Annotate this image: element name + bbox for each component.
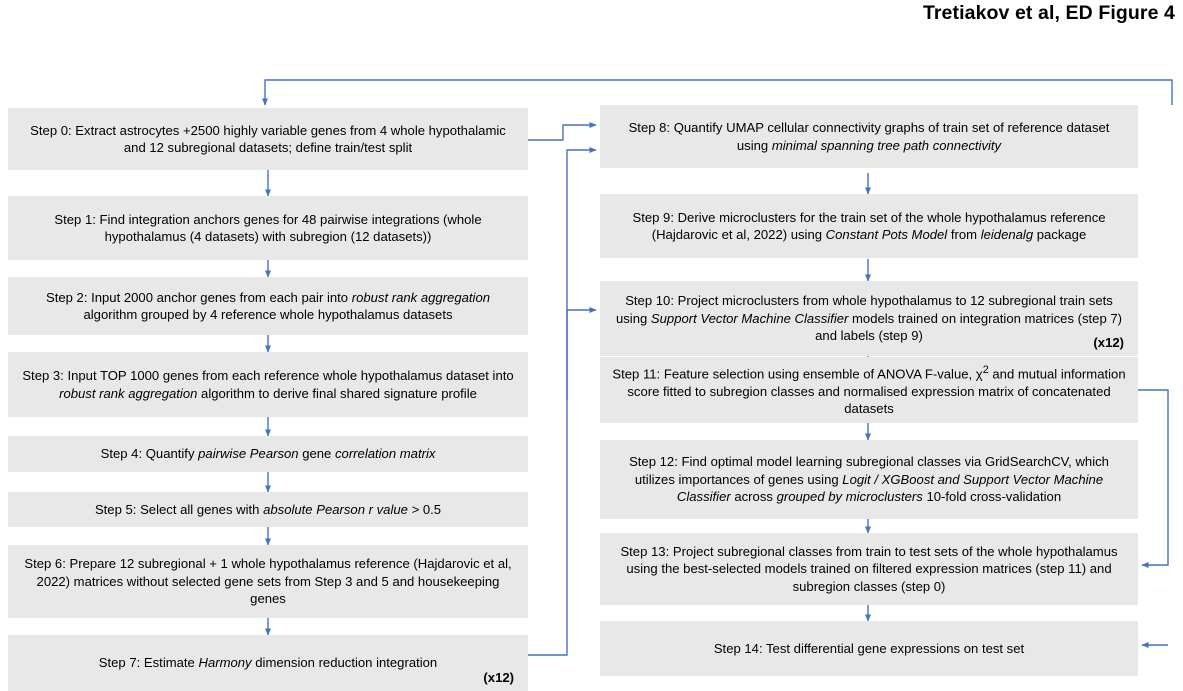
step-label: Step 7: Estimate Harmony dimension reduction integration [98,655,438,671]
step-label: Step 8: Quantify UMAP cellular connectivity graphs of train set of reference dataset using minimal spanning tree path connectivity [628,120,1110,153]
step-box-step12[interactable] [600,440,1138,519]
step10-multiplicity-badge: (x12) [1093,335,1124,350]
step-label: Step 5: Select all genes with absolute Pearson r value > 0.5 [94,501,442,517]
figure-title: Tretiakov et al, ED Figure 4 [922,2,1175,24]
step-label: Step 3: Input TOP 1000 genes from each reference whole hypothalamus dataset into robust rank aggregation algorithm to derive final shared signature profile [22,368,514,401]
step-label: Step 6: Prepare 12 subregional + 1 whole hypothalamus reference (Hajdarovic et al, 2022) matrices without selected gene sets from Step 3 and 5 and housekeeping genes [24,556,512,607]
step-box-step3[interactable] [8,352,528,417]
step-box-step7[interactable] [8,635,528,691]
step-box-step11[interactable] [600,357,1138,423]
step-box-step14[interactable] [600,621,1138,676]
step-label: Step 14: Test differential gene expressions on test set [713,640,1025,656]
step-box-step6[interactable] [8,545,528,618]
step-label: Step 2: Input 2000 anchor genes from each pair into robust rank aggregation algorithm grouped by 4 reference whole hypothalamus datasets [45,289,491,322]
step-box-step8[interactable] [600,105,1138,168]
step-label: Step 13: Project subregional classes from train to test sets of the whole hypothalamus using the best-selected models trained on filtered expression matrices (step 11) and subregion classes (step 0) [620,543,1118,594]
step-box-step4[interactable] [8,436,528,472]
step-label: Step 10: Project microclusters from whole hypothalamus to 12 subregional train sets using Support Vector Machine Classifier models trained on integration matrices (step 7) and labels (step 9) [615,293,1123,344]
step-box-step1[interactable] [8,196,528,260]
step-label: Step 12: Find optimal model learning subregional classes via GridSearchCV, which utilizes importances of genes using Logit / XGBoost and Support Vector Machine Classifier across grouped by microclusters 10-fold cross-validation [629,454,1109,505]
step-box-step9[interactable] [600,194,1138,258]
step-box-step13[interactable] [600,533,1138,605]
step-box-step5[interactable] [8,492,528,527]
step-label: Step 11: Feature selection using ensemble of ANOVA F-value, $\chi^2$ and mutual information score fitted to subregion classes and normalised expression matrix of concatenated datasets [612,364,1126,417]
step-box-step10[interactable] [600,281,1138,356]
step-label: Step 0: Extract astrocytes +2500 highly variable genes from 4 whole hypothalamic and 12 subregional datasets; define train/test split [30,122,506,155]
step-label: Step 4: Quantify pairwise Pearson gene correlation matrix [100,446,436,462]
step7-multiplicity-badge: (x12) [483,670,514,685]
step-box-step2[interactable] [8,277,528,335]
step-label: Step 1: Find integration anchors genes for 48 pairwise integrations (whole hypothalamus (4 datasets) with subregion (12 datasets)) [54,211,482,244]
step-label: Step 9: Derive microclusters for the train set of the whole hypothalamus reference (Hajdarovic et al, 2022) using Constant Pots Model from leidenalg package [632,209,1106,242]
step-box-step0[interactable] [8,108,528,170]
